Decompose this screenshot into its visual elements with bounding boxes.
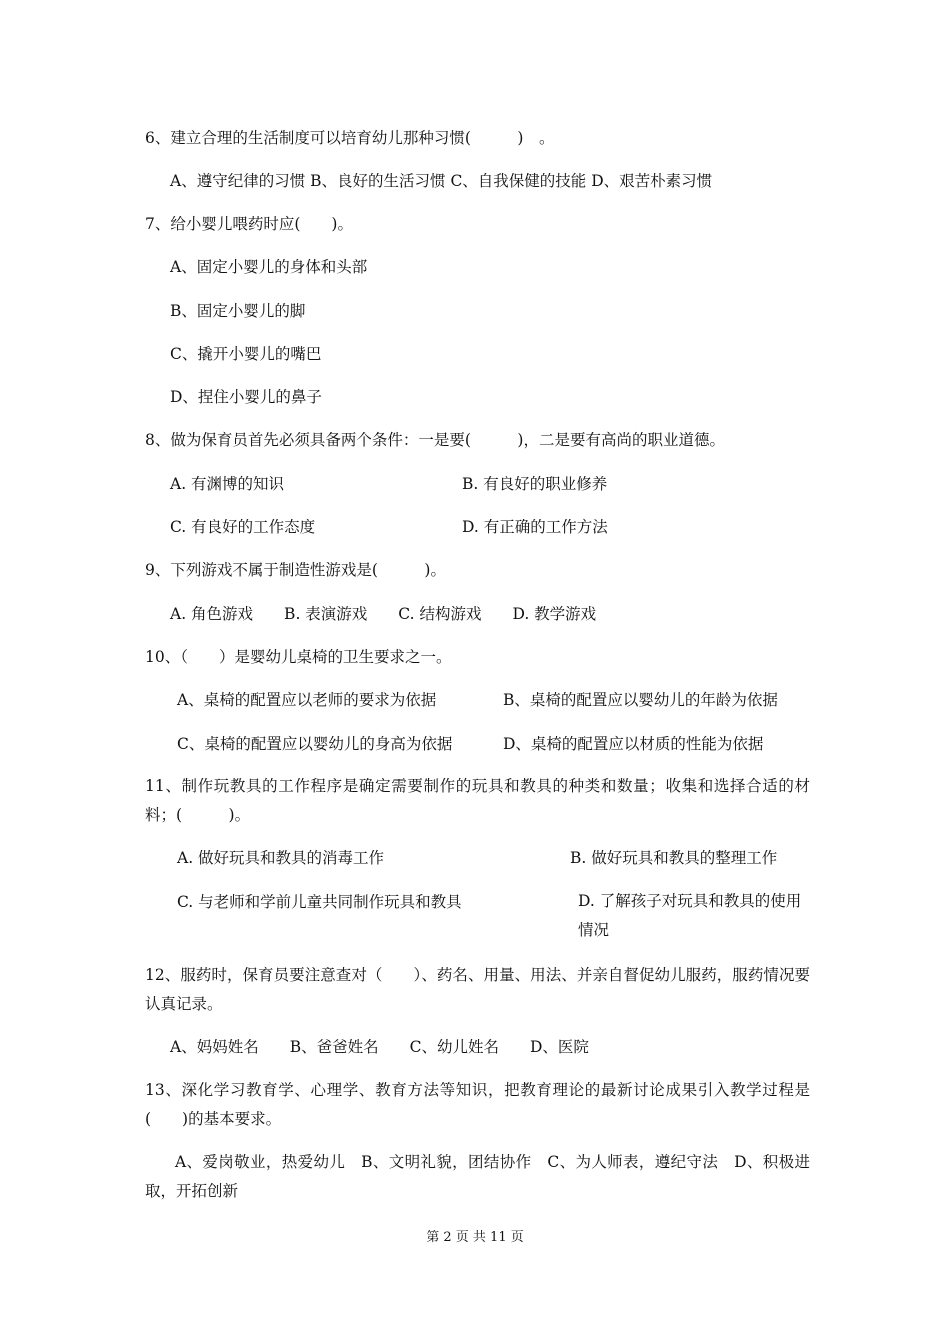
question-6-stem: 6、建立合理的生活制度可以培育幼儿那种习惯( ) 。 — [145, 129, 555, 147]
question-10-option-d: D、桌椅的配置应以材质的性能为依据 — [503, 735, 764, 753]
question-7-option-b: B、固定小婴儿的脚 — [170, 302, 306, 320]
question-7-option-d: D、捏住小婴儿的鼻子 — [170, 388, 322, 406]
question-7-stem: 7、给小婴儿喂药时应( )。 — [145, 215, 353, 233]
question-10-option-c: C、桌椅的配置应以婴幼儿的身高为依据 — [177, 735, 453, 753]
question-11-option-b: B. 做好玩具和教具的整理工作 — [570, 849, 778, 867]
question-8-stem: 8、做为保育员首先必须具备两个条件：一是要( )，二是要有高尚的职业道德。 — [145, 431, 725, 449]
question-6-options: A、遵守纪律的习惯 B、良好的生活习惯 C、自我保健的技能 D、艰苦朴素习惯 — [170, 172, 713, 190]
question-9-stem: 9、下列游戏不属于制造性游戏是( )。 — [145, 561, 446, 579]
question-11-option-a: A. 做好玩具和教具的消毒工作 — [177, 849, 385, 867]
question-8-option-a: A. 有渊博的知识 — [170, 475, 285, 493]
question-12-options: A、妈妈姓名 B、爸爸姓名 C、幼儿姓名 D、医院 — [170, 1038, 589, 1056]
question-8-option-b: B. 有良好的职业修养 — [462, 475, 608, 493]
question-8-option-d: D. 有正确的工作方法 — [462, 518, 608, 536]
question-9-options: A. 角色游戏 B. 表演游戏 C. 结构游戏 D. 教学游戏 — [170, 605, 597, 623]
question-7-option-c: C、撬开小婴儿的嘴巴 — [170, 345, 322, 363]
question-11-stem: 11、制作玩教具的工作程序是确定需要制作的玩具和教具的种类和数量；收集和选择合适的材料；( )。 — [145, 777, 810, 824]
question-13-stem: 13、深化学习教育学、心理学、教育方法等知识，把教育理论的最新讨论成果引入教学过程是( )的基本要求。 — [145, 1081, 810, 1128]
page-footer: 第 2 页 共 11 页 — [426, 1230, 524, 1245]
question-11-option-d: D. 了解孩子对玩具和教具的使用情况 — [578, 892, 802, 939]
question-13-options: A、爱岗敬业，热爱幼儿 B、文明礼貌，团结协作 C、为人师表，遵纪守法 D、积极进取，开拓创新 — [145, 1153, 810, 1200]
question-7-option-a: A、固定小婴儿的身体和头部 — [170, 258, 368, 276]
question-8-option-c: C. 有良好的工作态度 — [170, 518, 316, 536]
question-12-stem: 12、服药时，保育员要注意查对（ ）、药名、用量、用法、并亲自督促幼儿服药，服药情况要认真记录。 — [145, 966, 810, 1013]
question-10-option-a: A、桌椅的配置应以老师的要求为依据 — [177, 691, 437, 709]
question-10-option-b: B、桌椅的配置应以婴幼儿的年龄为依据 — [503, 691, 778, 709]
question-11-option-c: C. 与老师和学前儿童共同制作玩具和教具 — [177, 893, 462, 911]
question-10-stem: 10、（ ）是婴幼儿桌椅的卫生要求之一。 — [145, 648, 452, 666]
